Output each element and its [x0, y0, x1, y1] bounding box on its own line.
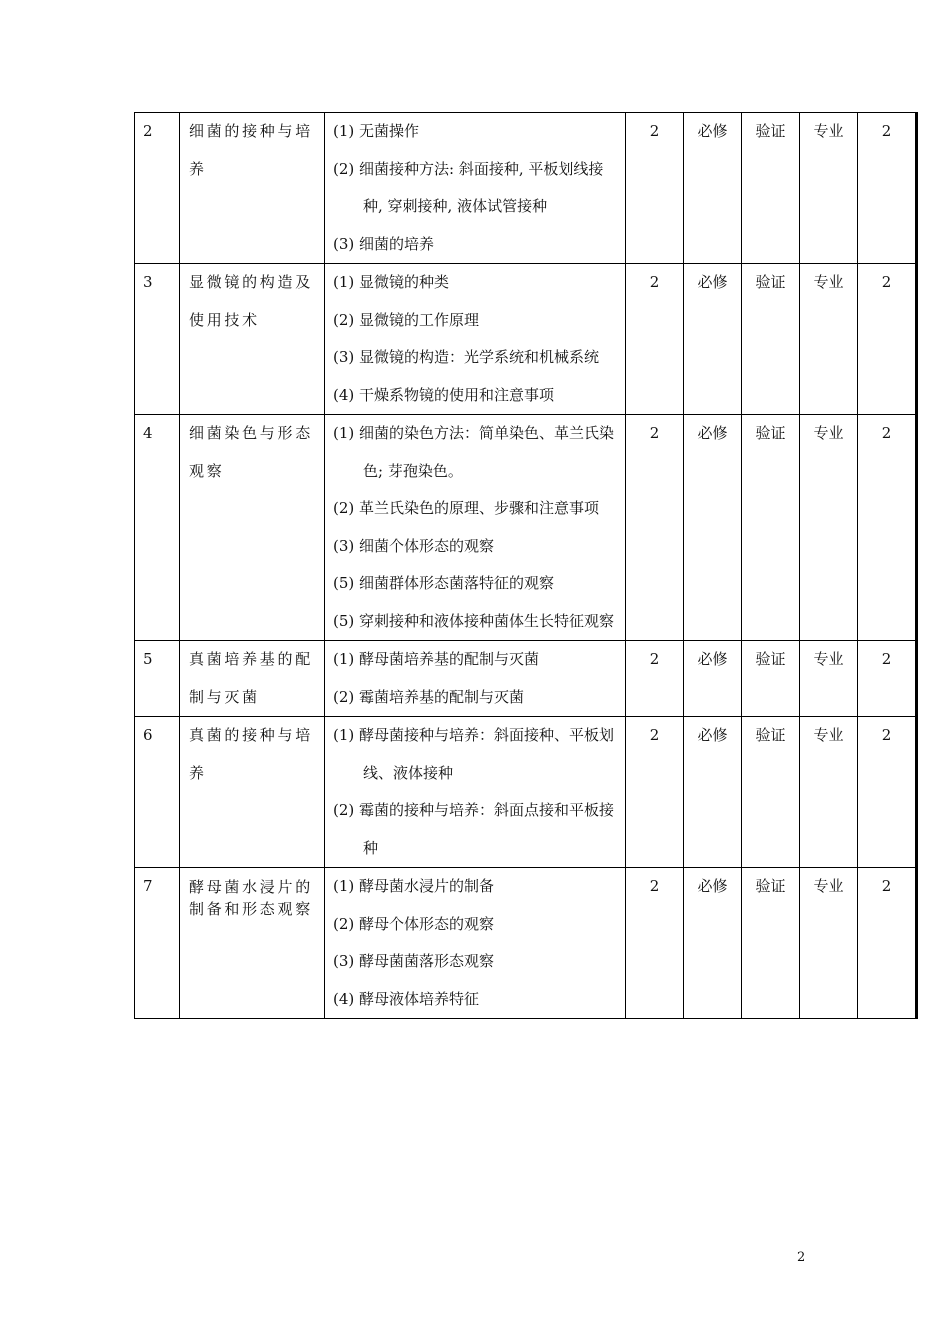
content-item: (4) 干燥系物镜的使用和注意事项: [333, 385, 555, 404]
content-item: (4) 酵母液体培养特征: [333, 989, 480, 1008]
content-item: (5) 细菌群体形态菌落特征的观察: [333, 574, 555, 592]
table-row: [135, 717, 917, 868]
experiment-content: [325, 717, 626, 868]
content-item: (2) 显微镜的工作原理: [333, 310, 480, 329]
type-cell: 必修: [684, 868, 742, 1019]
major-cell: 专业: [800, 641, 858, 717]
type-cell: 必修: [684, 641, 742, 717]
hours-cell: 2: [626, 717, 684, 868]
type-cell: 必修: [684, 264, 742, 415]
major-cell: 专业: [800, 717, 858, 868]
experiment-name: 显微镜的构造及使用技术: [180, 264, 325, 415]
row-number: 2: [135, 113, 180, 264]
row-number: 5: [135, 641, 180, 717]
experiment-table: [134, 112, 918, 1019]
table-row: [135, 868, 917, 1019]
category-cell: 验证: [742, 717, 800, 868]
table-row: [135, 113, 917, 264]
content-item: (1) 酵母菌接种与培养：斜面接种、平板划线、液体接种: [333, 726, 615, 782]
row-number: 7: [135, 868, 180, 1019]
category-cell: 验证: [742, 641, 800, 717]
major-cell: 专业: [800, 264, 858, 415]
experiment-content: [325, 113, 626, 264]
content-item: (2) 细菌接种方法: 斜面接种, 平板划线接种, 穿刺接种, 液体试管接种: [333, 159, 604, 215]
category-cell: 验证: [742, 264, 800, 415]
experiment-name: 细菌染色与形态观察: [180, 415, 325, 641]
content-item: (3) 酵母菌菌落形态观察: [333, 952, 495, 970]
major-cell: 专业: [800, 415, 858, 641]
table-body: [135, 113, 917, 1019]
group-size-cell: 2: [858, 415, 917, 641]
content-item: (1) 无菌操作: [333, 122, 420, 140]
group-size-cell: 2: [858, 113, 917, 264]
hours-cell: 2: [626, 868, 684, 1019]
row-number: 3: [135, 264, 180, 415]
content-item: (1) 显微镜的种类: [333, 273, 450, 291]
content-item: (2) 酵母个体形态的观察: [333, 914, 495, 933]
table-row: [135, 641, 917, 717]
type-cell: 必修: [684, 415, 742, 641]
content-item: (3) 细菌个体形态的观察: [333, 536, 495, 555]
experiment-name: 真菌的接种与培养: [180, 717, 325, 868]
content-item: (2) 霉菌的接种与培养：斜面点接和平板接种: [333, 801, 615, 857]
content-item: (1) 酵母菌水浸片的制备: [333, 877, 495, 895]
group-size-cell: 2: [858, 641, 917, 717]
page-number: 2: [797, 1250, 806, 1265]
experiment-content: [325, 641, 626, 717]
content-item: (3) 细菌的培养: [333, 234, 435, 253]
major-cell: 专业: [800, 868, 858, 1019]
type-cell: 必修: [684, 113, 742, 264]
content-item: (1) 细菌的染色方法：简单染色、革兰氏染色; 芽孢染色。: [333, 424, 615, 480]
category-cell: 验证: [742, 113, 800, 264]
content-item: (5) 穿刺接种和液体接种菌体生长特征观察: [333, 611, 615, 630]
table-row: [135, 264, 917, 415]
content-item: (3) 显微镜的构造：光学系统和机械系统: [333, 348, 600, 366]
content-item: (1) 酵母菌培养基的配制与灭菌: [333, 650, 540, 668]
experiment-content: [325, 264, 626, 415]
experiment-name: 真菌培养基的配制与灭菌: [180, 641, 325, 717]
row-number: 6: [135, 717, 180, 868]
content-item: (2) 革兰氏染色的原理、步骤和注意事项: [333, 499, 600, 517]
experiment-name: 细菌的接种与培养: [180, 113, 325, 264]
row-number: 4: [135, 415, 180, 641]
experiment-name: 酵母菌水浸片的制备和形态观察: [180, 868, 325, 1019]
experiment-content: [325, 868, 626, 1019]
major-cell: 专业: [800, 113, 858, 264]
table-row: [135, 415, 917, 641]
experiment-content: [325, 415, 626, 641]
category-cell: 验证: [742, 415, 800, 641]
hours-cell: 2: [626, 641, 684, 717]
group-size-cell: 2: [858, 868, 917, 1019]
hours-cell: 2: [626, 113, 684, 264]
group-size-cell: 2: [858, 717, 917, 868]
hours-cell: 2: [626, 415, 684, 641]
group-size-cell: 2: [858, 264, 917, 415]
content-item: (2) 霉菌培养基的配制与灭菌: [333, 687, 525, 706]
hours-cell: 2: [626, 264, 684, 415]
type-cell: 必修: [684, 717, 742, 868]
category-cell: 验证: [742, 868, 800, 1019]
